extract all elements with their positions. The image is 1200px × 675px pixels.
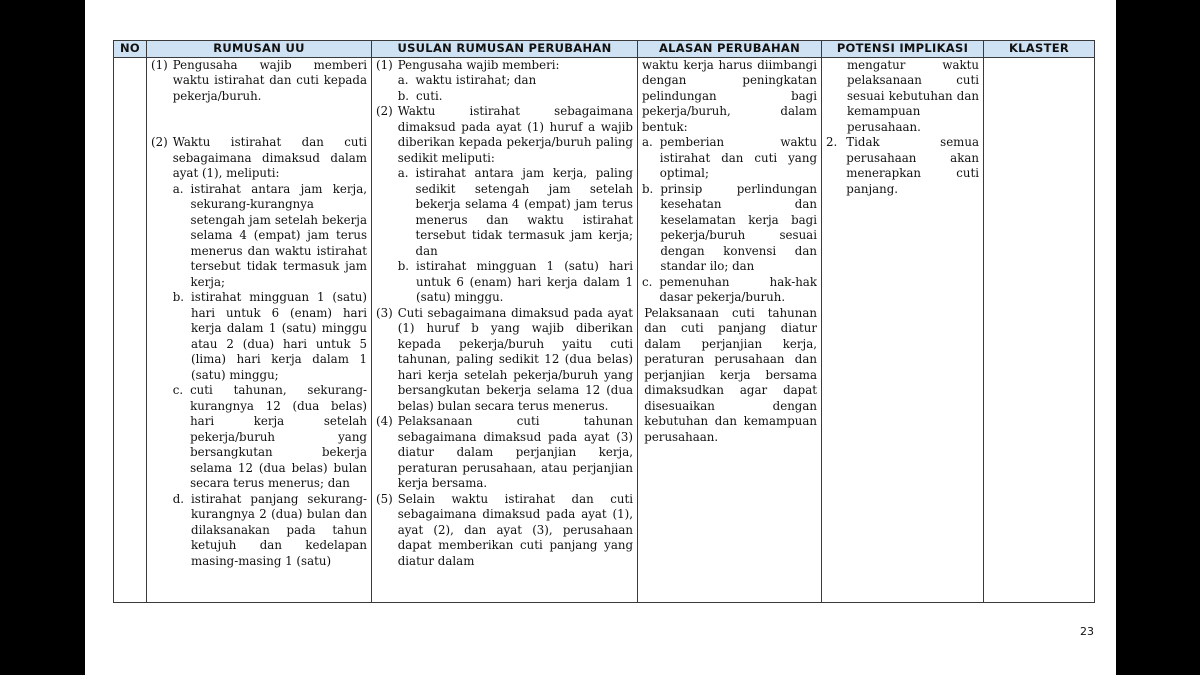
cell-klaster [984, 57, 1095, 602]
usulan-item-1: (1) Pengusaha wajib memberi: a. waktu istirahat; dan b. cuti. [376, 58, 633, 105]
rumusan-item-2: (2) Waktu istirahat dan cuti sebagaimana dimaksud dalam ayat (1), meliputi: a. istirahat antara jam kerja, sekurang-kurangnya setengah jam setelah bekerja selama 4 (empat) jam terus menerus dan waktu istirahat tersebut tidak termasuk jam kerja; b. istirahat mingguan 1 (satu) hari untuk 6 (enam) hari kerja dalam 1 (satu) minggu atau 2 (dua) hari untuk 5 (lima) hari kerja dalam 1 (satu) minggu; c. cuti tahunan, sekurang-kurangnya 12 (dua belas) hari kerja setelah pekerja/buruh yang bersangkutan bekerja selama 12 (dua belas) bulan secara terus menerus; dan d. istirahat panjang sekurang-kurangnya 2 (dua) bulan dan dilaksanakan pada tahun ketujuh dan kedelapan masing-masing 1 (satu) [151, 135, 367, 568]
cell-alasan-perubahan [638, 57, 822, 602]
document-page [85, 0, 1116, 675]
cell-no [114, 57, 147, 602]
comparison-table [113, 40, 1095, 603]
usulan-subitem-2b: b. istirahat mingguan 1 (satu) hari untuk 6 (enam) hari kerja dalam 1 (satu) minggu. [397, 259, 633, 304]
usulan-subitem-2a: a. istirahat antara jam kerja, paling sedikit setengah jam setelah bekerja selama 4 (empat) jam terus menerus dan waktu istirahat tersebut tidak termasuk jam kerja; dan [397, 166, 633, 258]
alasan-subitem-c: c. pemenuhan hak-hak dasar pekerja/buruh. [642, 274, 817, 304]
usulan-subitem-1b: b. cuti. [397, 88, 443, 103]
rumusan-subitem-d: d. istirahat panjang sekurang-kurangnya 2 (dua) bulan dan dilaksanakan pada tahun ketujuh dan kedelapan masing-masing 1 (satu) [172, 491, 367, 568]
alasan-subitem-b: b. prinsip perlindungan kesehatan dan keselamatan kerja bagi pekerja/buruh sesuai dengan konvensi dan standar ilo; dan [642, 181, 817, 273]
alasan-item-2: Pelaksanaan cuti tahunan dan cuti panjang diatur dalam perjanjian kerja, peraturan perusahaan dan perjanjian kerja bersama dimaksudkan agar dapat disesuaikan dengan kebutuhan dan kemampuan perusahaan. [644, 305, 817, 444]
header-potensi-implikasi: POTENSI IMPLIKASI [822, 41, 984, 58]
header-alasan-perubahan: ALASAN PERUBAHAN [638, 41, 822, 58]
usulan-item-2: (2) Waktu istirahat sebagaimana dimaksud pada ayat (1) huruf a wajib diberikan kepada pekerja/buruh paling sedikit meliputi: a. istirahat antara jam kerja, paling sedikit setengah jam setelah bekerja selama 4 (empat) jam terus menerus dan waktu istirahat tersebut tidak termasuk jam kerja; dan b. istirahat mingguan 1 (satu) hari untuk 6 (enam) hari kerja dalam 1 (satu) minggu. [376, 104, 633, 304]
usulan-item-5: (5) Selain waktu istirahat dan cuti sebagaimana dimaksud pada ayat (1), ayat (2), dan ayat (3), perusahaan dapat memberikan cuti panjang yang diatur dalam [376, 491, 633, 568]
rumusan-subitem-b: b. istirahat mingguan 1 (satu) hari untuk 6 (enam) hari kerja dalam 1 (satu) minggu atau 2 (dua) hari untuk 5 (lima) hari kerja dalam 1 (satu) minggu; [172, 290, 367, 382]
header-klaster: KLASTER [984, 41, 1095, 58]
potensi-intro: mengatur waktu pelaksanaan cuti sesuai kebutuhan dan kemampuan perusahaan. [847, 57, 979, 134]
cell-rumusan-uu [147, 57, 372, 602]
table-header-row [114, 41, 1095, 58]
header-usulan-rumusan-perubahan: USULAN RUMUSAN PERUBAHAN [372, 41, 638, 58]
cell-potensi-implikasi [822, 57, 984, 602]
usulan-subitem-1a: a. waktu istirahat; dan [397, 73, 537, 87]
usulan-item-3: (3) Cuti sebagaimana dimaksud pada ayat (1) huruf b yang wajib diberikan kepada pekerja/buruh yaitu cuti tahunan, paling sedikit 12 (dua belas) hari kerja setelah pekerja/buruh yang bersangkutan bekerja selama 12 (dua belas) bulan secara terus menerus. [376, 305, 633, 413]
page-number: 23 [1080, 625, 1094, 638]
alasan-subitem-a: a. pemberian waktu istirahat dan cuti yang optimal; [642, 135, 817, 180]
usulan-item-4: (4) Pelaksanaan cuti tahunan sebagaimana dimaksud pada ayat (3) diatur dalam perjanjian kerja, peraturan perusahaan, atau perjanjian kerja bersama. [376, 414, 633, 490]
header-no: NO [114, 41, 147, 58]
rumusan-item-1: (1) Pengusaha wajib memberi waktu istirahat dan cuti kepada pekerja/buruh. [151, 57, 367, 103]
cell-usulan-rumusan [372, 57, 638, 602]
alasan-intro: waktu kerja harus diimbangi dengan peningkatan pelindungan bagi pekerja/buruh, dalam bentuk: [642, 57, 817, 134]
rumusan-subitem-a: a. istirahat antara jam kerja, sekurang-kurangnya setengah jam setelah bekerja selama 4 (empat) jam terus menerus dan waktu istirahat tersebut tidak termasuk jam kerja; [172, 181, 367, 289]
header-rumusan-uu: RUMUSAN UU [147, 41, 372, 58]
table-row [114, 57, 1095, 602]
rumusan-subitem-c: c. cuti tahunan, sekurang-kurangnya 12 (dua belas) hari kerja setelah pekerja/buruh yang bersangkutan bekerja selama 12 (dua belas) bulan secara terus menerus; dan [172, 383, 367, 490]
potensi-item-2: 2. Tidak semua perusahaan akan menerapkan cuti panjang. [826, 135, 979, 196]
